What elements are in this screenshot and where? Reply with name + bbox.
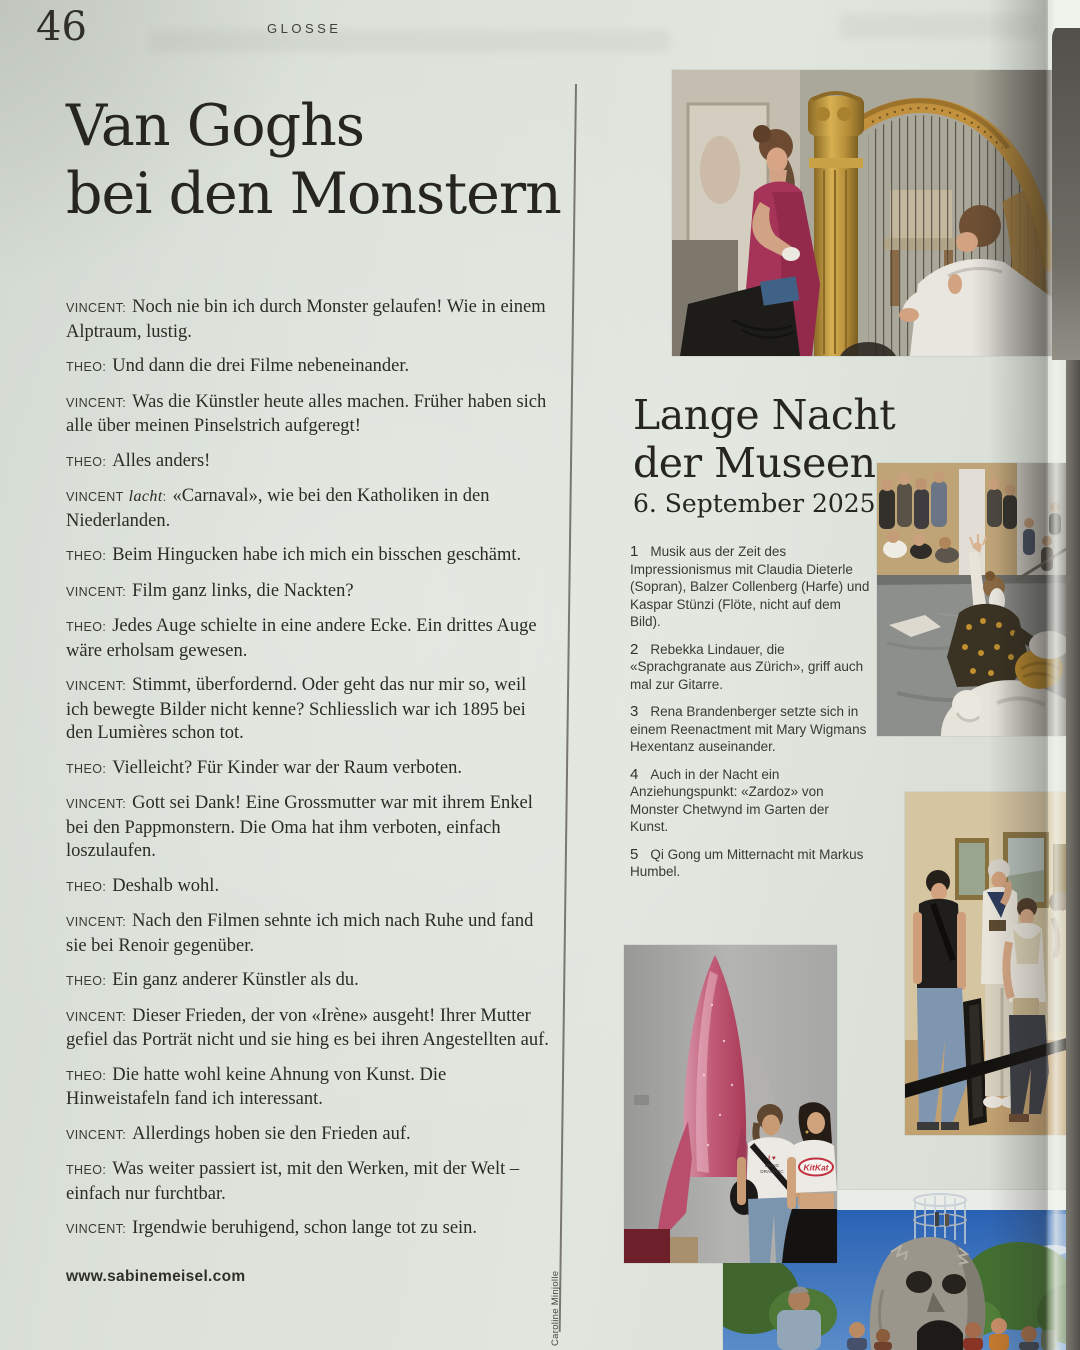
dialogue-paragraph (66, 674, 552, 746)
speaker-name: VINCENT (66, 1127, 123, 1142)
dialogue-paragraph (66, 875, 552, 900)
speaker-label (66, 455, 106, 469)
website-url: www.sabinemeisel.com (66, 1268, 246, 1285)
dialogue-paragraph (66, 1158, 552, 1206)
caption-text: Musik aus der Zeit des Impressionismus mit Claudia Dieterle (Sopran), Balzer Collenberg (Harfe) und Kaspar Stünzi (Flöte, nicht auf dem Bild). (630, 544, 870, 629)
shirt-text-line2: BEING (764, 1163, 780, 1168)
speaker-label (66, 1163, 106, 1177)
speaker-label (66, 880, 106, 894)
speaker-name: VINCENT (66, 915, 123, 929)
event-title (633, 391, 895, 487)
dialogue-paragraph (66, 391, 552, 439)
speaker-name: VINCENT (66, 1222, 123, 1236)
photo-caption (630, 703, 870, 756)
page-curve-shadow (988, 0, 1048, 1350)
speaker-name: VINCENT (66, 1009, 123, 1024)
speaker-label (66, 490, 167, 504)
dialogue-text: Beim Hingucken habe ich mich ein bisschen geschämt. (112, 545, 522, 565)
photo-caption (630, 641, 870, 694)
dialogue-paragraph (66, 910, 552, 958)
dialogue-paragraph (66, 1005, 552, 1053)
caption-number: 4 (630, 765, 639, 783)
section-header: GLOSSE (267, 21, 342, 36)
speaker-name: VINCENT (66, 797, 123, 811)
print-bleedthrough (150, 30, 670, 52)
dialogue-text: Ein ganz anderer Künstler als du. (112, 970, 359, 990)
speaker-name: THEO (66, 761, 103, 776)
dialogue-text: Film ganz links, die Nackten? (132, 580, 354, 601)
speaker-label (66, 679, 126, 693)
photo-rocket-sculpture (624, 945, 837, 1263)
speaker-label (66, 762, 106, 776)
speaker-name: THEO (66, 549, 103, 563)
event-title-line1: Lange Nacht (633, 391, 896, 439)
dialogue-paragraph (66, 757, 552, 782)
speaker-label (66, 1222, 126, 1236)
speaker-label (66, 301, 126, 315)
dialogue-text: Vielleicht? Für Kinder war der Raum verboten. (112, 757, 462, 778)
speaker-label (66, 1010, 126, 1024)
speaker-name: VINCENT (66, 395, 123, 410)
speaker-name: VINCENT (66, 679, 123, 693)
caption-text: Qi Gong um Mitternacht mit Markus Humbel. (630, 846, 864, 879)
photo-caption (630, 846, 870, 881)
photo-credit: Caroline Minjolle (550, 1270, 561, 1346)
article-title-line1: Van Goghs (66, 93, 365, 159)
shirt-text-line3: DRAMATIC (760, 1169, 784, 1174)
speaker-label (66, 549, 106, 563)
dialogue-paragraph (66, 296, 552, 344)
dialogue-text: Allerdings hoben sie den Frieden auf. (132, 1123, 411, 1144)
page-number: 46 (36, 4, 87, 50)
dialogue-paragraph (66, 1217, 552, 1242)
dialogue-text: «Carnaval», wie bei den Katholiken in den Niederlanden. (66, 486, 490, 531)
event-title-line2: der Museen (633, 439, 876, 487)
caption-text: Rebekka Lindauer, die «Sprachgranate aus Zürich», griff auch mal zur Gitarre. (630, 641, 864, 692)
speaker-name: VINCENT (66, 584, 123, 599)
caption-text: Auch in der Nacht ein Anziehungspunkt: «Zardoz» von Monster Chetwynd im Garten der Kunst. (630, 766, 829, 834)
dialogue-paragraph (66, 1123, 552, 1148)
caption-number: 3 (630, 703, 639, 720)
dialogue-text: Deshalb wohl. (112, 875, 220, 896)
dialogue-paragraph (66, 792, 552, 864)
shirt-text-line1: I ♥ (768, 1155, 776, 1162)
dialogue-text: Die hatte wohl keine Ahnung von Kunst. Die Hinweistafeln fand ich interessant. (66, 1064, 447, 1109)
dialogue-text: Irgendwie beruhigend, schon lange tot zu sein. (132, 1218, 478, 1238)
speaker-name: THEO (66, 1068, 103, 1083)
page-curl-corner (1052, 22, 1080, 360)
article-title-line2: bei den Monstern (66, 161, 561, 227)
dialogue-text: Und dann die drei Filme nebeneinander. (112, 356, 410, 376)
dialogue-paragraph (66, 485, 552, 533)
dialogue-text: Gott sei Dank! Eine Grossmutter war mit ihrem Enkel bei den Pappmonstern. Die Oma hat ihm verboten, einfach loszulaufen. (66, 793, 533, 861)
dialogue-paragraph (66, 355, 552, 380)
caption-number: 1 (630, 543, 639, 560)
speaker-label (66, 396, 126, 410)
dialogue-text: Nach den Filmen sehnte ich mich nach Ruhe und fand sie bei Renoir gegenüber. (66, 911, 534, 956)
photo-caption (630, 766, 870, 836)
speaker-name: THEO (66, 454, 103, 469)
speaker-label (66, 1128, 126, 1142)
dialogue-text: Dieser Frieden, der von «Irène» ausgeht! Ihrer Mutter gefiel das Porträt nicht und sie hing es bei ihren Angestellten auf. (66, 1005, 549, 1050)
dialogue-paragraph (66, 969, 552, 994)
speaker-label (66, 797, 126, 811)
page-behind-corner (1054, 0, 1080, 28)
caption-number: 2 (630, 640, 639, 658)
event-date: 6. September 2025 (633, 489, 876, 518)
dialogue-text: Alles anders! (112, 450, 211, 471)
speaker-note: lacht (128, 488, 163, 505)
kitkat-logo-text: KitKat (803, 1162, 829, 1173)
dialogue-text: Was die Künstler heute alles machen. Früher haben sich alle über meinen Pinselstrich aufgeregt! (66, 391, 547, 436)
rocket-sculpture-illustration (624, 945, 837, 1263)
dialogue-paragraph (66, 1064, 552, 1112)
column-rule (559, 84, 577, 1332)
speaker-name: VINCENT (66, 301, 123, 315)
speaker-name: THEO (66, 1163, 103, 1177)
speaker-label (66, 620, 106, 634)
speaker-name: THEO (66, 974, 103, 988)
speaker-name: THEO (66, 620, 103, 634)
dialogue-paragraph (66, 580, 552, 605)
speaker-label (66, 1069, 106, 1083)
dialogue-text: Was weiter passiert ist, mit den Werken, mit der Welt – einfach nur furchtbar. (66, 1159, 520, 1204)
dialogue-list (66, 296, 552, 1253)
dialogue-text: Noch nie bin ich durch Monster gelaufen! Wie in einem Alptraum, lustig. (66, 297, 546, 342)
speaker-label (66, 360, 106, 374)
speaker-name: VINCENT (66, 490, 124, 504)
caption-text: Rena Brandenberger setzte sich in einem Reenactment mit Mary Wigmans Hexentanz auseinander. (630, 704, 867, 754)
dialogue-paragraph (66, 615, 552, 663)
speaker-name: THEO (66, 360, 103, 374)
dialogue-text: Jedes Auge schielte in eine andere Ecke. Ein drittes Auge wäre erholsam gewesen. (66, 616, 537, 661)
caption-list (630, 543, 870, 891)
speaker-label (66, 974, 106, 988)
dialogue-paragraph (66, 544, 552, 569)
speaker-label (66, 915, 126, 929)
speaker-label (66, 585, 126, 599)
photo-caption (630, 543, 870, 631)
article-title (66, 92, 561, 228)
caption-number: 5 (630, 845, 639, 863)
speaker-name: THEO (66, 879, 103, 894)
dialogue-text: Stimmt, überfordernd. Oder geht das nur mir so, weil ich bewegte Bilder nicht kenne? Schliesslich war ich 1895 bei den Lumières schon tot. (66, 675, 527, 743)
dialogue-paragraph (66, 450, 552, 475)
